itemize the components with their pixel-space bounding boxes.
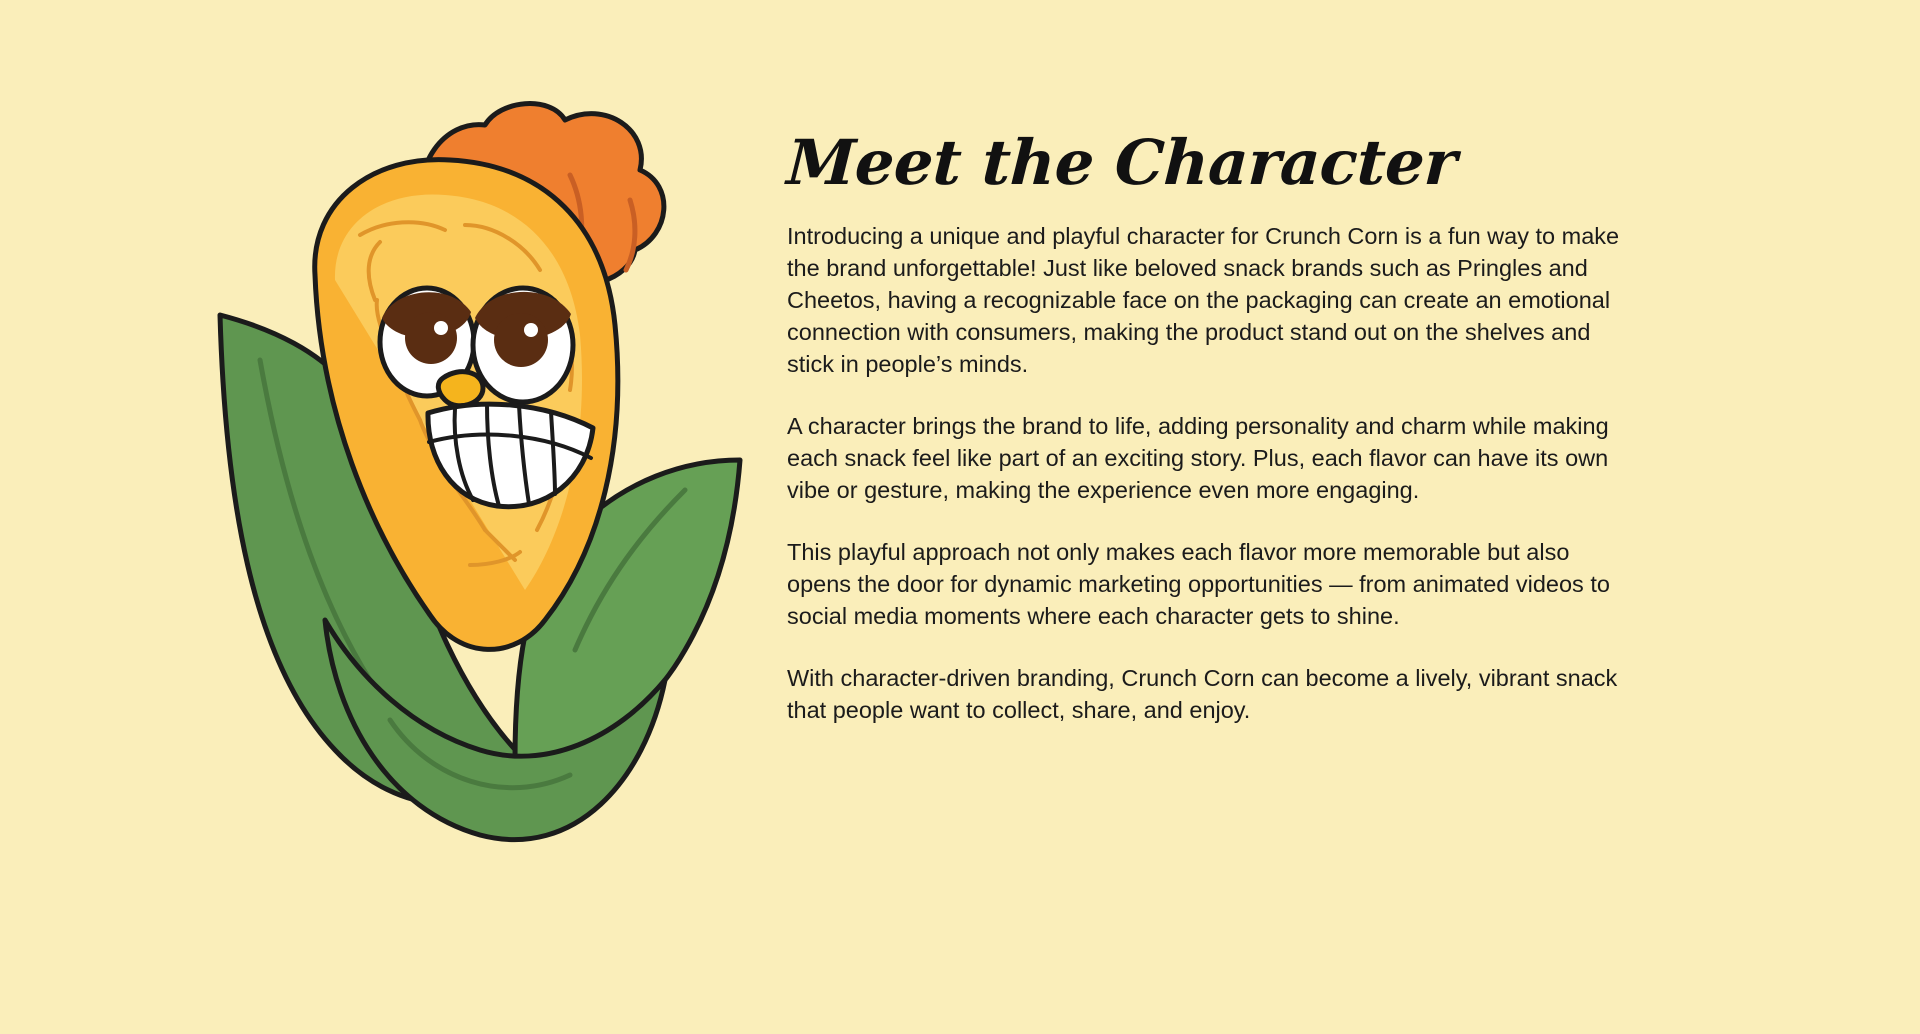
body-paragraph-2: A character brings the brand to life, adding personality and charm while making each snack feel like part of an exciting story. Plus, each flavor can have its own vibe or gesture, making the experience even more engaging.	[787, 412, 1609, 503]
nose	[438, 372, 483, 406]
corn-character-svg	[215, 60, 745, 890]
corn-character-illustration	[215, 60, 745, 890]
right-pupil	[494, 313, 548, 367]
left-pupil	[405, 312, 457, 364]
body-paragraph-3: This playful approach not only makes each flavor more memorable but also opens the door for dynamic marketing opportunities — from animated videos to social media moments where each character gets to shine.	[787, 538, 1610, 629]
left-eye-glint	[434, 321, 448, 335]
body-paragraph-1: Introducing a unique and playful character for Crunch Corn is a fun way to make the brand unforgettable! Just like beloved snack brands such as Pringles and Cheetos, having a recognizable face on the packaging can create an emotional connection with consumers, making the product stand out on the shelves and stick in people’s minds.	[787, 223, 1620, 377]
body-paragraph-4: With character-driven branding, Crunch Corn can become a lively, vibrant snack that people want to collect, share, and enjoy.	[787, 664, 1618, 723]
page-title: Meet the Character	[785, 126, 1459, 199]
text-column	[785, 126, 1647, 726]
right-eye-glint	[524, 323, 538, 337]
